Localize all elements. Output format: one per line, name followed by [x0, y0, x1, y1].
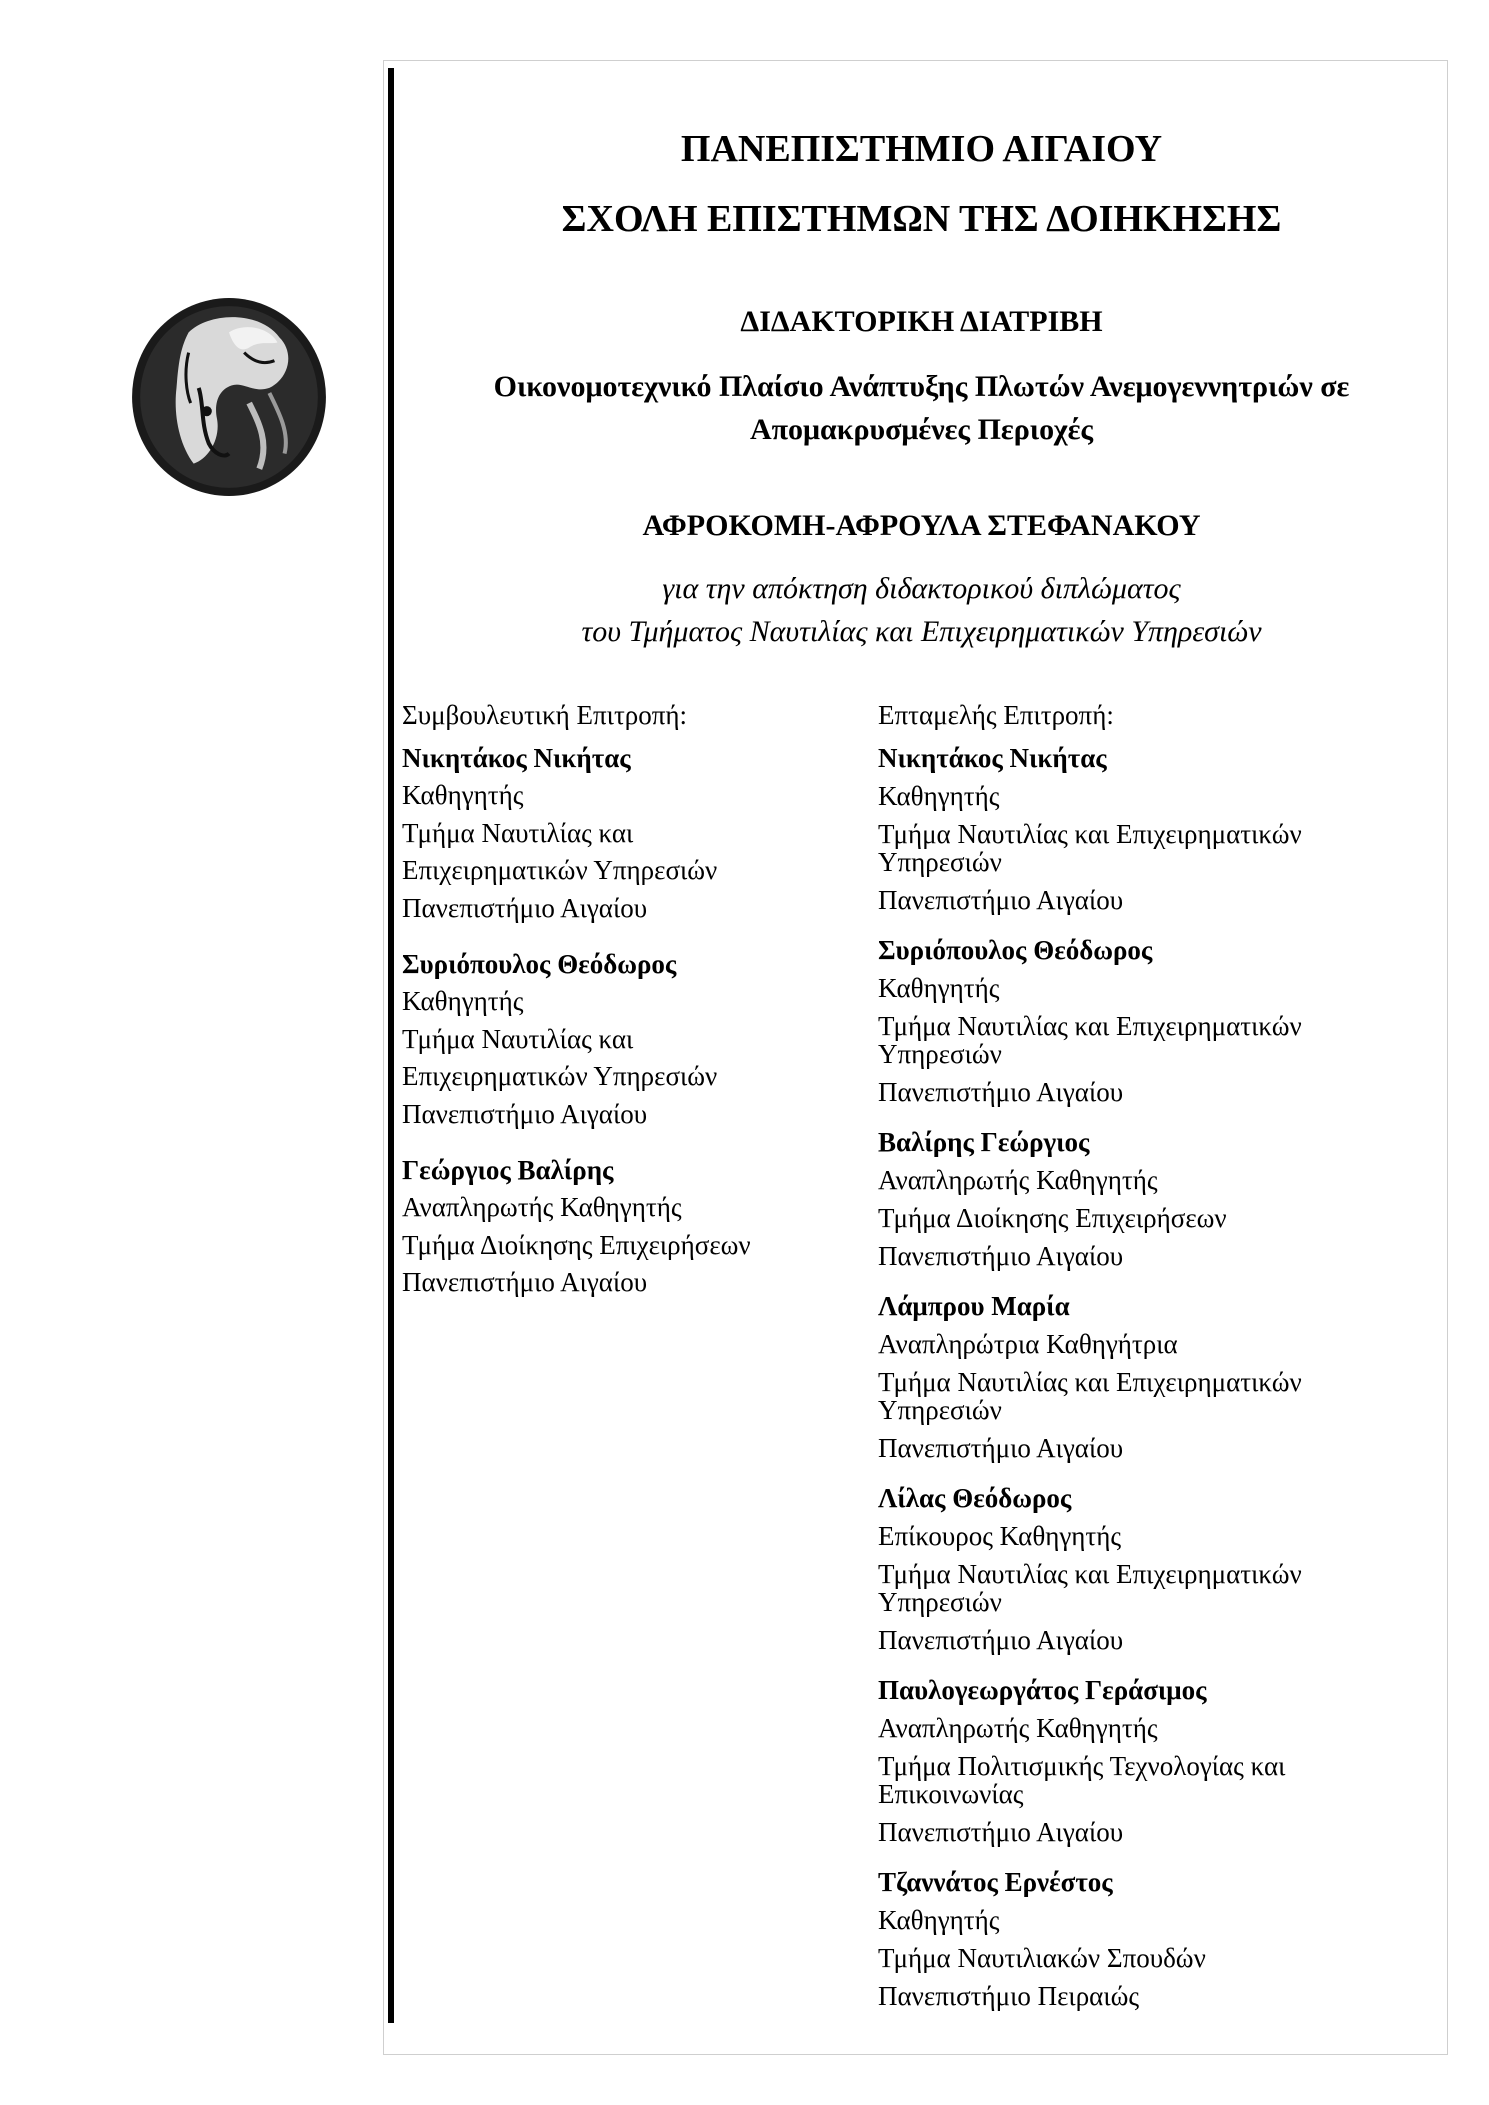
author-name: ΑΦΡΟΚΟΜΗ-ΑΦΡΟΥΛΑ ΣΤΕΦΑΝΑΚΟΥ	[642, 509, 1201, 542]
document-type: ΔΙΔΑΚΤΟΡΙΚΗ ΔΙΑΤΡΙΒΗ	[740, 305, 1103, 338]
examination-member	[878, 1863, 1398, 2015]
school-name: ΣΧΟΛΗ ΕΠΙΣΤΗΜΩΝ ΤΗΣ ΔΟΙΗΚΗΣΗΣ	[561, 198, 1282, 240]
advisory-member	[402, 945, 842, 1133]
member-department	[878, 1363, 1398, 1429]
member-detail: Πανεπιστήμιο Αιγαίου	[402, 1098, 648, 1129]
member-name: Τζαννάτος Ερνέστος	[878, 1867, 1113, 1897]
member-detail: Τμήμα Ναυτιλίας και	[402, 817, 634, 848]
member-name: Λίλας Θεόδωρος	[878, 1483, 1072, 1513]
department-line: Τμήμα Ναυτιλίας και Επιχειρηματικών	[878, 1367, 1302, 1397]
department-line: Υπηρεσιών	[878, 1039, 1002, 1069]
advisory-committee-heading: Συμβουλευτική Επιτροπή:	[402, 700, 688, 730]
department-line: Τμήμα Πολιτισμικής Τεχνολογίας και	[878, 1751, 1286, 1781]
member-detail: Πανεπιστήμιο Αιγαίου	[402, 892, 648, 923]
member-detail: Καθηγητής	[402, 780, 524, 810]
member-name: Βαλίρης Γεώργιος	[878, 1127, 1090, 1157]
department-line: Τμήμα Ναυτιλίας και Επιχειρηματικών	[878, 1011, 1302, 1041]
member-rank: Καθηγητής	[878, 781, 1000, 811]
member-name: Παυλογεωργάτος Γεράσιμος	[878, 1675, 1207, 1705]
department-line: Τμήμα Ναυτιλίας και Επιχειρηματικών	[878, 819, 1302, 849]
advisory-member	[402, 739, 842, 927]
department-line: Επικοινωνίας	[878, 1779, 1024, 1809]
member-detail: Αναπληρωτής Καθηγητής	[402, 1192, 682, 1222]
member-rank: Αναπληρωτής Καθηγητής	[878, 1165, 1158, 1195]
member-name: Νικητάκος Νικήτας	[402, 743, 631, 773]
member-name: Συριόπουλος Θεόδωρος	[878, 935, 1153, 965]
examination-member	[878, 931, 1398, 1111]
member-department	[878, 1007, 1398, 1073]
member-university: Πανεπιστήμιο Πειραιώς	[878, 1981, 1140, 2011]
member-department	[878, 1555, 1398, 1621]
examination-member	[878, 1671, 1398, 1851]
member-name: Νικητάκος Νικήτας	[878, 743, 1107, 773]
examination-committee	[878, 695, 1398, 2027]
member-rank: Αναπληρωτής Καθηγητής	[878, 1713, 1158, 1743]
examination-member	[878, 1287, 1398, 1467]
examination-committee-heading: Επταμελής Επιτροπή:	[878, 700, 1114, 730]
department-line: Τμήμα Διοίκησης Επιχειρήσεων	[878, 1203, 1227, 1233]
department-line: Υπηρεσιών	[878, 847, 1002, 877]
member-department	[878, 1199, 1398, 1237]
member-detail: Καθηγητής	[402, 986, 524, 1016]
advisory-committee	[402, 695, 842, 1320]
university-name: ΠΑΝΕΠΙΣΤΗΜΙΟ ΑΙΓΑΙΟΥ	[680, 128, 1163, 170]
member-university: Πανεπιστήμιο Αιγαίου	[878, 1625, 1124, 1655]
department-line: Τμήμα Ναυτιλιακών Σπουδών	[878, 1943, 1206, 1973]
examination-member	[878, 1123, 1398, 1275]
member-university: Πανεπιστήμιο Αιγαίου	[878, 1077, 1124, 1107]
thesis-title-line-2: Απομακρυσμένες Περιοχές	[749, 413, 1094, 446]
department-line: Υπηρεσιών	[878, 1395, 1002, 1425]
member-university: Πανεπιστήμιο Αιγαίου	[878, 885, 1124, 915]
member-name: Γεώργιος Βαλίρης	[402, 1155, 614, 1185]
member-detail: Τμήμα Ναυτιλίας και	[402, 1023, 634, 1054]
member-detail: Τμήμα Διοίκησης Επιχειρήσεων	[402, 1229, 751, 1260]
vertical-rule	[388, 68, 394, 2023]
member-rank: Καθηγητής	[878, 1905, 1000, 1935]
department-line: Τμήμα Ναυτιλίας και Επιχειρηματικών	[878, 1559, 1302, 1589]
advisory-member	[402, 1151, 842, 1302]
member-rank: Επίκουρος Καθηγητής	[878, 1521, 1122, 1551]
purpose-line-1: για την απόκτηση διδακτορικού διπλώματος	[662, 572, 1181, 605]
member-department	[878, 1939, 1398, 1977]
member-university: Πανεπιστήμιο Αιγαίου	[878, 1433, 1124, 1463]
examination-member	[878, 1479, 1398, 1659]
member-department	[878, 1747, 1398, 1813]
department-line: Υπηρεσιών	[878, 1587, 1002, 1617]
member-rank: Καθηγητής	[878, 973, 1000, 1003]
examination-member	[878, 739, 1398, 919]
purpose-line-2: του Τμήματος Ναυτιλίας και Επιχειρηματικών Υπηρεσιών	[581, 615, 1262, 648]
university-seal-icon	[128, 292, 330, 499]
member-university: Πανεπιστήμιο Αιγαίου	[878, 1817, 1124, 1847]
member-name: Λάμπρου Μαρία	[878, 1291, 1070, 1321]
member-department	[878, 815, 1398, 881]
member-detail: Επιχειρηματικών Υπηρεσιών	[402, 1061, 718, 1091]
member-detail: Πανεπιστήμιο Αιγαίου	[402, 1267, 648, 1297]
thesis-title-line-1: Οικονομοτεχνικό Πλαίσιο Ανάπτυξης Πλωτών Ανεμογεννητριών σε	[493, 370, 1350, 403]
member-name: Συριόπουλος Θεόδωρος	[402, 949, 677, 979]
member-university: Πανεπιστήμιο Αιγαίου	[878, 1241, 1124, 1271]
member-rank: Αναπληρώτρια Καθηγήτρια	[878, 1329, 1178, 1359]
member-detail: Επιχειρηματικών Υπηρεσιών	[402, 855, 718, 885]
